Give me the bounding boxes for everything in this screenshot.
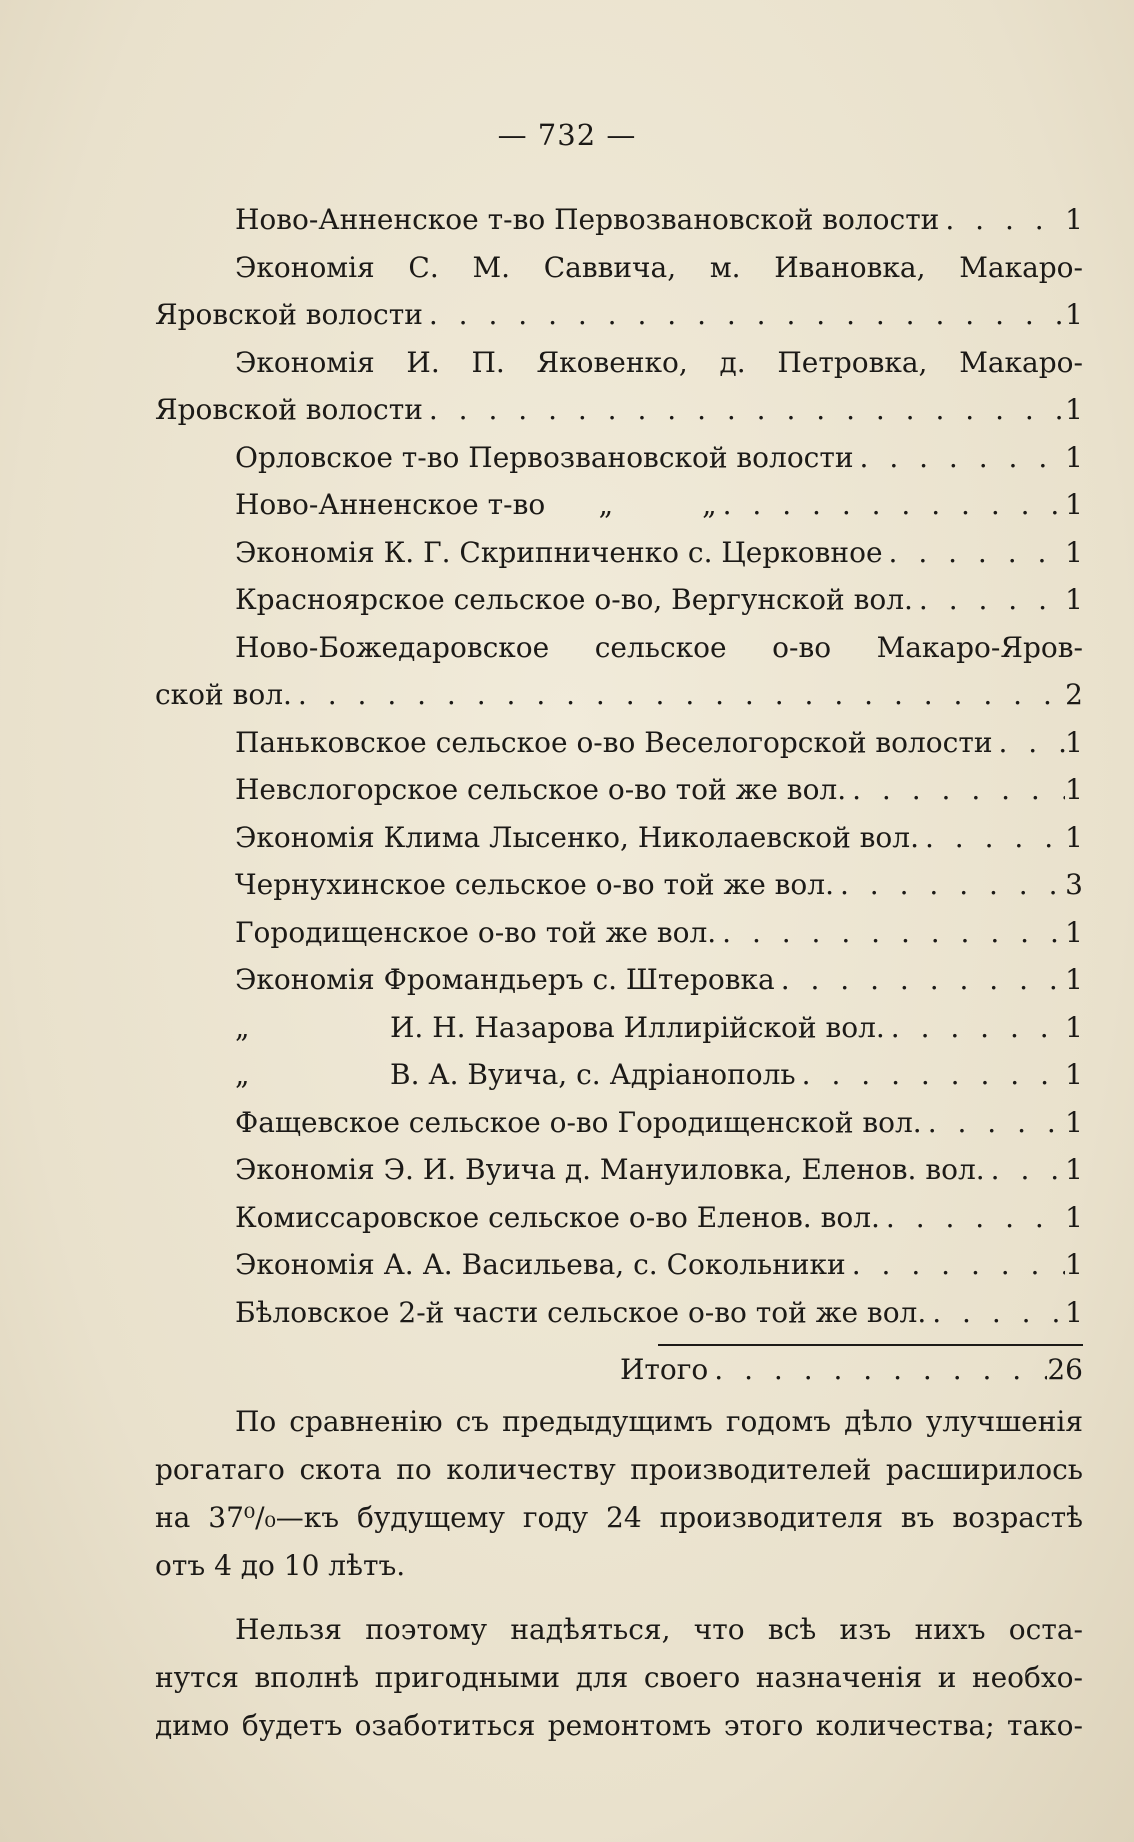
dot-leader bbox=[708, 1346, 1047, 1394]
entry-text: Экономія Э. И. Вуича д. Мануиловка, Еленов. вол. bbox=[235, 1153, 985, 1186]
entry-count: 1 bbox=[1065, 393, 1083, 426]
dot-leader bbox=[992, 719, 1065, 767]
total-value: 26 bbox=[1047, 1353, 1083, 1386]
entry-count: 1 bbox=[1065, 820, 1083, 854]
entry-text: Яровской волости bbox=[155, 298, 423, 331]
paragraph-line: По сравненію съ предыдущимъ годомъ дѣло улучшенія bbox=[235, 1404, 1083, 1438]
entry-count: 1 bbox=[1065, 1295, 1083, 1329]
list-item bbox=[155, 766, 1083, 814]
dot-leader bbox=[423, 291, 1065, 339]
dot-leader bbox=[854, 434, 1066, 482]
list-item bbox=[155, 719, 1083, 767]
entry-text: Яровской волости bbox=[155, 393, 423, 426]
ditto-mark: „ bbox=[235, 1010, 250, 1044]
dot-leader bbox=[919, 814, 1065, 862]
dot-leader bbox=[885, 1004, 1065, 1052]
paragraph-line: нутся вполнѣ пригодными для своего назначенія и необхо- bbox=[155, 1660, 1083, 1694]
list-item bbox=[155, 1099, 1083, 1147]
dot-leader bbox=[796, 1051, 1066, 1099]
entry-text: ской вол. bbox=[155, 678, 292, 711]
entry-count: 1 bbox=[1065, 1105, 1083, 1139]
entry-text: Ново-Анненское т-во „ „ bbox=[235, 488, 717, 521]
list-item bbox=[155, 1146, 1083, 1194]
entry-text: Экономія Фромандьеръ с. Штеровка bbox=[235, 963, 775, 996]
entry-count: 1 bbox=[1065, 1010, 1083, 1044]
entry-text: Фащевское сельское о-во Городищенской вол. bbox=[235, 1105, 922, 1139]
paragraph-line: на 37⁰/₀—къ будущему году 24 производителя въ возрастѣ bbox=[155, 1500, 1083, 1534]
entry-text: Красноярское сельское о-во, Вергунской вол. bbox=[235, 583, 913, 616]
list-item bbox=[155, 1004, 1083, 1052]
entry-text-wrap bbox=[235, 1051, 796, 1099]
list-item bbox=[155, 1289, 1083, 1337]
dot-leader bbox=[939, 196, 1065, 244]
dot-leader bbox=[834, 861, 1065, 909]
entry-text: Экономія Клима Лысенко, Николаевской вол. bbox=[235, 820, 919, 854]
list-item-first-line bbox=[155, 339, 1083, 387]
list-item bbox=[155, 434, 1083, 482]
dot-leader bbox=[922, 1099, 1065, 1147]
list-item bbox=[155, 909, 1083, 957]
list-item bbox=[155, 576, 1083, 624]
list-item-first-line bbox=[155, 244, 1083, 292]
paragraph-1 bbox=[155, 1398, 1083, 1590]
list-item bbox=[155, 481, 1083, 529]
dot-leader bbox=[292, 671, 1065, 719]
entry-count: 1 bbox=[1065, 535, 1083, 569]
list-item bbox=[155, 291, 1083, 339]
dot-leader bbox=[716, 909, 1065, 957]
entry-text: Невслогорское сельское о-во той же вол. bbox=[235, 773, 847, 806]
entry-count: 1 bbox=[1065, 440, 1083, 474]
list-item bbox=[155, 861, 1083, 909]
paragraph-line: Нельзя поэтому надѣяться, что всѣ изъ нихъ оста- bbox=[235, 1612, 1083, 1646]
entry-text: Ново-Анненское т-во Первозвановской волости bbox=[235, 203, 940, 236]
entry-count: 3 bbox=[1065, 868, 1083, 901]
entry-text: Чернухинское сельское о-во той же вол. bbox=[235, 868, 834, 901]
entry-text: И. Н. Назарова Иллирійской вол. bbox=[390, 1010, 885, 1044]
entry-count: 1 bbox=[1065, 298, 1083, 331]
entry-text: Экономія А. А. Васильева, с. Сокольники bbox=[235, 1248, 846, 1281]
entry-count: 2 bbox=[1065, 678, 1083, 711]
dot-leader bbox=[717, 481, 1066, 529]
list-item-first-line bbox=[155, 624, 1083, 672]
list-item bbox=[155, 386, 1083, 434]
dot-leader bbox=[985, 1146, 1066, 1194]
entry-text-wrap bbox=[235, 1004, 885, 1052]
entry-count: 1 bbox=[1065, 488, 1083, 521]
ditto-mark: „ bbox=[235, 1058, 250, 1091]
entry-text-first: Ново-Божедаровское сельское о-во Макаро-Яров- bbox=[235, 630, 1083, 664]
entry-text: Паньковское сельское о-во Веселогорской волости bbox=[235, 725, 993, 759]
dot-leader bbox=[883, 529, 1066, 577]
list-item bbox=[155, 814, 1083, 862]
paragraph-2 bbox=[155, 1606, 1083, 1750]
entry-count: 1 bbox=[1065, 203, 1083, 236]
entry-count: 1 bbox=[1065, 1058, 1083, 1091]
paragraph-line: димо будетъ озаботиться ремонтомъ этого количества; тако- bbox=[155, 1708, 1083, 1742]
dot-leader bbox=[846, 1241, 1065, 1289]
entry-count: 1 bbox=[1065, 963, 1083, 996]
paragraph-line: рогатаго скота по количеству производителей расширилось bbox=[155, 1452, 1083, 1486]
entry-count: 1 bbox=[1065, 915, 1083, 949]
entries-list bbox=[155, 196, 1083, 1750]
entry-count: 1 bbox=[1065, 1248, 1083, 1281]
dot-leader bbox=[423, 386, 1065, 434]
entry-text-first: Экономія И. П. Яковенко, д. Петровка, Макаро- bbox=[235, 345, 1083, 379]
list-item bbox=[155, 1051, 1083, 1099]
dot-leader bbox=[913, 576, 1065, 624]
entry-count: 1 bbox=[1065, 1153, 1083, 1186]
dot-leader bbox=[775, 956, 1065, 1004]
entry-count: 1 bbox=[1065, 583, 1083, 616]
list-item bbox=[155, 1194, 1083, 1242]
list-item bbox=[155, 196, 1083, 244]
entry-text: Орловское т-во Первозвановской волости bbox=[235, 440, 854, 474]
entry-text: В. А. Вуича, с. Адріанополь bbox=[390, 1058, 796, 1091]
entry-count: 1 bbox=[1065, 725, 1083, 759]
list-item bbox=[155, 671, 1083, 719]
total-row bbox=[155, 1346, 1083, 1394]
list-item bbox=[155, 529, 1083, 577]
entry-count: 1 bbox=[1065, 1200, 1083, 1234]
dot-leader bbox=[926, 1289, 1065, 1337]
dot-leader bbox=[846, 766, 1065, 814]
page-number: — 732 — bbox=[497, 118, 637, 152]
list-item bbox=[155, 1241, 1083, 1289]
total-rule bbox=[658, 1344, 1083, 1346]
entry-text: Экономія К. Г. Скрипниченко с. Церковное bbox=[235, 535, 883, 569]
entry-text: Бѣловское 2-й части сельское о-во той же вол. bbox=[235, 1295, 927, 1329]
total-label: Итого bbox=[620, 1353, 709, 1386]
entry-text: Комиссаровское сельское о-во Еленов. вол. bbox=[235, 1200, 880, 1234]
entry-text: Городищенское о-во той же вол. bbox=[235, 915, 717, 949]
entry-text-first: Экономія С. М. Саввича, м. Ивановка, Макаро- bbox=[235, 250, 1083, 284]
paragraph-line: отъ 4 до 10 лѣтъ. bbox=[155, 1548, 406, 1582]
list-item bbox=[155, 956, 1083, 1004]
entry-count: 1 bbox=[1065, 773, 1083, 806]
dot-leader bbox=[880, 1194, 1065, 1242]
